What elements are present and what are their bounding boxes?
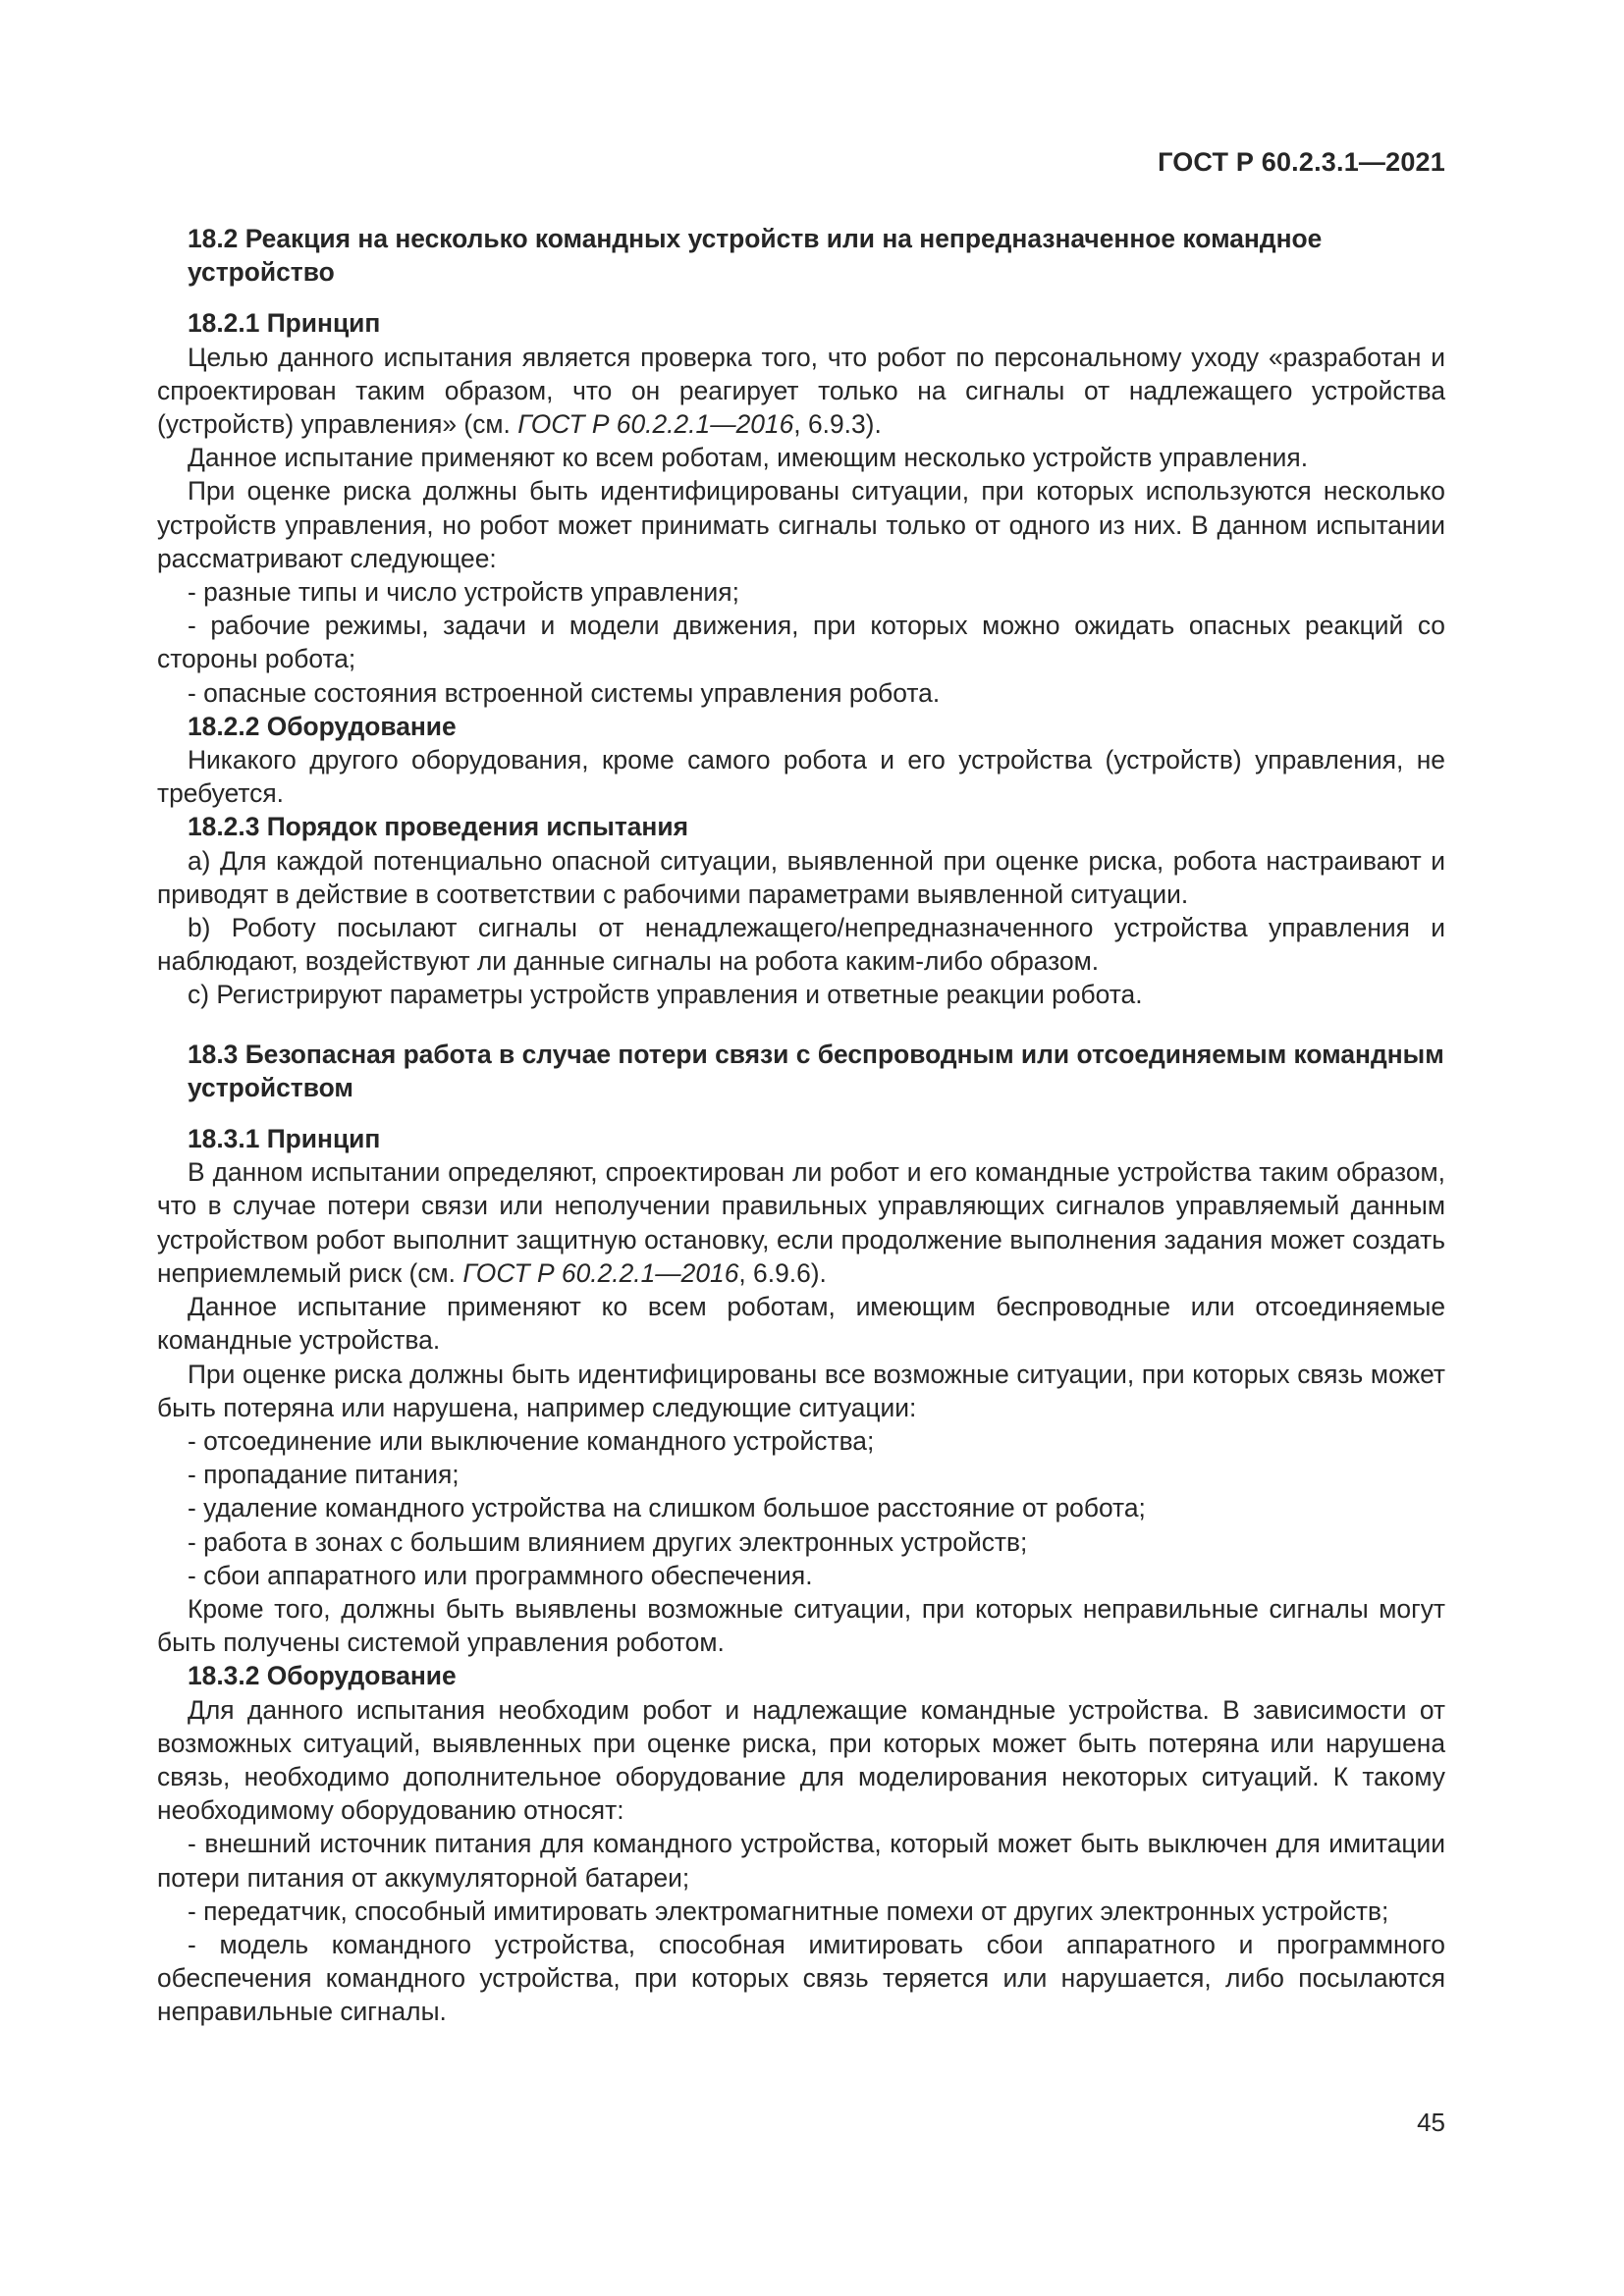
- paragraph: [157, 1155, 1445, 1290]
- standard-reference: ГОСТ Р 60.2.2.1—2016: [517, 409, 794, 440]
- paragraph: Для данного испытания необходим робот и надлежащие командные устройства. В зависимости от возможных ситуаций, выявленных при оценке риска, при которых может быть потеряна или нарушена связь, необходимо дополнительное оборудование для моделирования некоторых ситуаций. К такому необходимому оборудованию относят:: [157, 1694, 1445, 1826]
- section-title-18-2: 18.2 Реакция на несколько командных устройств или на непредназначенное командное устройство: [188, 224, 1323, 288]
- text-span: , 6.9.3).: [793, 409, 882, 440]
- paragraph: Кроме того, должны быть выявлены возможные ситуации, при которых неправильные сигналы могут быть получены системой управления роботом.: [157, 1593, 1445, 1658]
- document-code-header: ГОСТ Р 60.2.3.1—2021: [1158, 147, 1445, 177]
- list-item: - внешний источник питания для командного устройства, который может быть выключен для имитации потери питания от аккумуляторной батареи;: [157, 1829, 1445, 1893]
- page-number: 45: [1417, 2108, 1445, 2137]
- list-item: - опасные состояния встроенной системы управления робота.: [188, 677, 941, 708]
- list-item: а) Для каждой потенциально опасной ситуации, выявленной при оценке риска, робота настраивают и приводят в действие в соответствии с рабочими параметрами выявленной ситуации.: [157, 845, 1445, 909]
- text-span: , 6.9.6).: [738, 1257, 827, 1288]
- list-item: - пропадание питания;: [188, 1460, 460, 1490]
- document-body: [157, 222, 1445, 2029]
- paragraph: Данное испытание применяют ко всем роботам, имеющим беспроводные или отсоединяемые командные устройства.: [157, 1292, 1445, 1356]
- paragraph: При оценке риска должны быть идентифицированы ситуации, при которых используются несколько устройств управления, но робот может принимать сигналы только от одного из них. В данном испытании рассматривают следующее:: [157, 476, 1445, 573]
- list-item: - сбои аппаратного или программного обеспечения.: [188, 1560, 813, 1590]
- paragraph: [157, 341, 1445, 442]
- text-span: В данном испытании определяют, спроектирован ли робот и его командные устройства таким образом, что в случае потери связи или неполучении правильных управляющих сигналов управляемый данным устройством робот выполнит защитную остановку, если продолжение выполнения задания может создать неприемлемый риск (см.: [157, 1157, 1445, 1288]
- list-item: - отсоединение или выключение командного устройства;: [188, 1425, 875, 1456]
- subsection-title-18-2-3: 18.2.3 Порядок проведения испытания: [188, 812, 688, 842]
- list-item: - модель командного устройства, способная имитировать сбои аппаратного и программного обеспечения командного устройства, при которых связь теряется или нарушается, либо посылаются неправильные сигналы.: [157, 1929, 1445, 2027]
- standard-reference: ГОСТ Р 60.2.2.1—2016: [462, 1257, 739, 1288]
- subsection-title-18-2-1: 18.2.1 Принцип: [188, 308, 381, 339]
- list-item: с) Регистрируют параметры устройств управления и ответные реакции робота.: [188, 980, 1143, 1010]
- paragraph: Никакого другого оборудования, кроме самого робота и его устройства (устройств) управления, не требуется.: [157, 745, 1445, 809]
- subsection-title-18-3-2: 18.3.2 Оборудование: [188, 1661, 457, 1691]
- section-title-18-3: 18.3 Безопасная работа в случае потери связи с беспроводным или отсоединяемым командным устройством: [188, 1039, 1444, 1102]
- paragraph: При оценке риска должны быть идентифицированы все возможные ситуации, при которых связь может быть потеряна или нарушена, например следующие ситуации:: [157, 1359, 1445, 1422]
- subsection-title-18-2-2: 18.2.2 Оборудование: [188, 711, 457, 741]
- list-item: - работа в зонах с большим влиянием других электронных устройств;: [188, 1526, 1028, 1557]
- list-item: - удаление командного устройства на слишком большое расстояние от робота;: [188, 1493, 1146, 1523]
- list-item: b) Роботу посылают сигналы от ненадлежащего/непредназначенного устройства управления и наблюдают, воздействуют ли данные сигналы на робота каким-либо образом.: [157, 913, 1445, 977]
- paragraph: Данное испытание применяют ко всем роботам, имеющим несколько устройств управления.: [188, 443, 1309, 473]
- list-item: - рабочие режимы, задачи и модели движения, при которых можно ожидать опасных реакций со стороны робота;: [157, 611, 1445, 674]
- list-item: - передатчик, способный имитировать электромагнитные помехи от других электронных устройств;: [188, 1896, 1389, 1926]
- text-span: Целью данного испытания является проверка того, что робот по персональному уходу «разработан и спроектирован таким образом, что он реагирует только на сигналы от надлежащего устройства (устройств) управления» (см.: [157, 342, 1445, 440]
- subsection-title-18-3-1: 18.3.1 Принцип: [188, 1124, 381, 1154]
- list-item: - разные типы и число устройств управления;: [188, 577, 739, 608]
